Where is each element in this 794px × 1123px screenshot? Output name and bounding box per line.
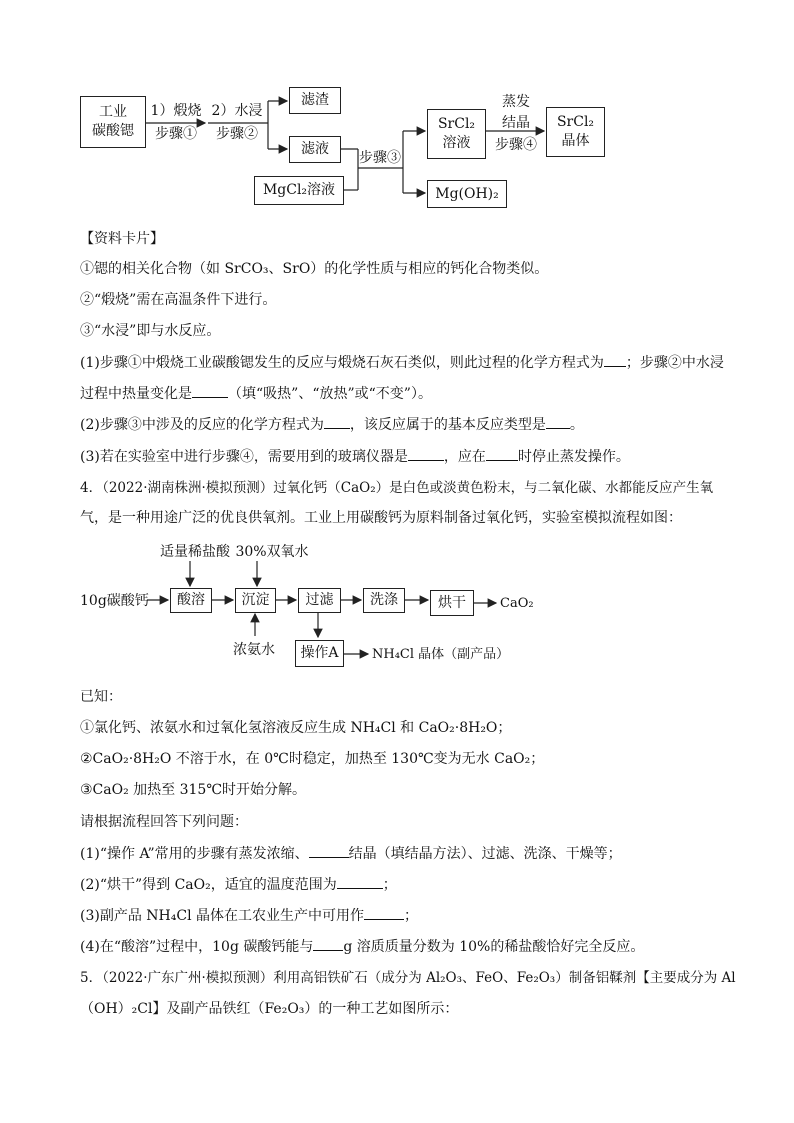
step4-label-crystallize: 结晶 — [502, 115, 530, 131]
text-span: 时停止蒸发操作。 — [517, 449, 630, 465]
text-span: 结晶（填结晶方法）、过滤、洗涤、干燥等； — [348, 846, 622, 862]
step2-label: 2）水浸 — [211, 103, 263, 119]
box-text: 工业 — [99, 104, 127, 121]
q4-sub-4 — [80, 936, 644, 957]
box-text: SrCl₂ — [437, 116, 476, 133]
reagent-conc-ammonia: 浓氨水 — [233, 642, 275, 658]
box-text: SrCl₂ — [556, 114, 595, 131]
text-span: ；步骤②中水浸 — [625, 355, 724, 371]
q4-sub-1 — [80, 843, 622, 864]
step3-name: 步骤③ — [359, 150, 401, 166]
text-span: (3)副产品 NH₄Cl 晶体在工农业生产中可用作 — [80, 908, 364, 924]
step1-name: 步骤① — [155, 126, 197, 142]
text-span: ，应在 — [443, 449, 486, 465]
text-span: (2)“烘干”得到 CaO₂，适宜的温度范围为 — [80, 877, 337, 893]
known-item-3: ③CaO₂ 加热至 315℃时开始分解。 — [80, 782, 306, 798]
question-prompt: 请根据流程回答下列问题： — [80, 814, 248, 830]
q5-intro-line-2: （OH）₂Cl】及副产品铁红（Fe₂O₃）的一种工艺如图所示： — [80, 1001, 459, 1017]
box-precipitate: 沉淀 — [235, 588, 276, 613]
box-acid-dissolve: 酸溶 — [170, 588, 212, 613]
box-dry: 烘干 — [430, 590, 474, 616]
reagent-dilute-hcl: 适量稀盐酸 — [160, 544, 230, 560]
box-filtrate: 滤液 — [289, 136, 341, 163]
q4-intro-line-1: 4．（2022·湖南株洲·模拟预测）过氧化钙（CaO₂）是白色或淡黄色粉末，与二氧化碳、水都能反应产生氧 — [80, 480, 714, 496]
text-span: g 溶质质量分数为 10%的稀盐酸恰好完全反应。 — [343, 939, 645, 955]
card-item-1: ①锶的相关化合物（如 SrCO₃、SrO）的化学性质与相应的钙化合物类似。 — [80, 261, 549, 277]
text-span: 过程中热量变化是 — [80, 386, 192, 402]
q4-sub-3 — [80, 905, 418, 926]
box-text: 溶液 — [442, 135, 471, 151]
card-title: 【资料卡片】 — [80, 231, 164, 247]
text-span: ，该反应属于的基本反应类型是 — [349, 417, 546, 433]
text-span: ； — [404, 908, 418, 924]
text-span: (3)若在实验室中进行步骤④，需要用到的玻璃仪器是 — [80, 449, 408, 465]
reagent-hydrogen-peroxide: 30%双氧水 — [235, 544, 309, 560]
text-span: ； — [382, 877, 397, 893]
text-span: (1)步骤①中煅烧工业碳酸锶发生的反应与煅烧石灰石类似，则此过程的化学方程式为 — [80, 355, 604, 371]
text-span: （填“吸热”、“放热”或“不变”）。 — [228, 386, 432, 402]
step2-name: 步骤② — [216, 126, 258, 142]
text-span: 。 — [569, 417, 584, 433]
box-filter: 过滤 — [298, 588, 341, 613]
step4-name: 步骤④ — [495, 137, 537, 153]
box-residue: 滤渣 — [289, 87, 341, 114]
box-text: 晶体 — [561, 133, 590, 149]
text-span: (1)“操作 A”常用的步骤有蒸发浓缩、 — [80, 846, 309, 862]
answer-blank[interactable] — [337, 874, 383, 889]
box-text: 碳酸锶 — [92, 123, 134, 139]
answer-blank[interactable] — [313, 936, 343, 951]
card-item-2: ②“煅烧”需在高温条件下进行。 — [80, 292, 277, 308]
product-cao2: CaO₂ — [500, 596, 534, 611]
known-item-1: ①氯化钙、浓氨水和过氧化氢溶液反应生成 NH₄Cl 和 CaO₂·8H₂O； — [80, 720, 512, 736]
q4-sub-2 — [80, 874, 397, 895]
step1-label: 1）煅烧 — [150, 103, 202, 119]
known-item-2: ②CaO₂·8H₂O 不溶于水，在 0℃时稳定，加热至 130℃变为无水 CaO₂； — [80, 751, 545, 767]
text-span: (4)在“酸溶”过程中，10g 碳酸钙能与 — [80, 939, 314, 955]
q5-intro-line-1: 5．（2022·广东广州·模拟预测）利用高铝铁矿石（成分为 Al₂O₃、FeO、Fe₂O₃）制备铝鞣剂【主要成分为 Al — [80, 970, 736, 986]
box-mgoh2: Mg(OH)₂ — [427, 180, 507, 208]
step4-label-evaporate: 蒸发 — [502, 94, 530, 110]
box-operation-a: 操作A — [295, 640, 344, 667]
q4-intro-line-2: 气，是一种用途广泛的优良供氧剂。工业上用碳酸钙为原料制备过氧化钙，实验室模拟流程如图： — [80, 510, 682, 526]
text-span: (2)步骤③中涉及的反应的化学方程式为 — [80, 417, 324, 433]
card-item-3: ③“水浸”即与水反应。 — [80, 323, 221, 339]
byproduct-nh4cl: NH₄Cl 晶体（副产品） — [372, 647, 510, 662]
known-title: 已知： — [80, 689, 122, 705]
box-mgcl2-solution: MgCl₂溶液 — [254, 176, 344, 205]
box-wash: 洗涤 — [363, 588, 405, 613]
answer-blank[interactable] — [364, 905, 404, 920]
answer-blank[interactable] — [309, 843, 349, 858]
start-calcium-carbonate: 10g碳酸钙 — [80, 593, 149, 609]
